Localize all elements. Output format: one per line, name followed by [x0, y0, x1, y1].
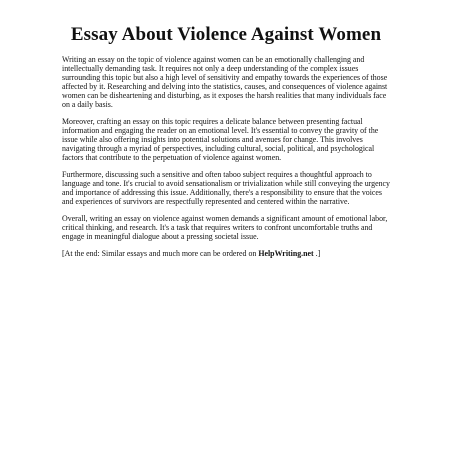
essay-body	[62, 55, 394, 258]
paragraph-1: Writing an essay on the topic of violence against women can be an emotionally challenging and intellectually demanding task. It requires not only a deep understanding of the complex issues surrounding this topic but also a high level of sensitivity and empathy towards the experiences of those affected by it. Researching and delving into the statistics, causes, and consequences of violence against women can be disheartening and disturbing, as it exposes the harsh realities that many individuals face on a daily basis.	[62, 55, 388, 109]
paragraph-2: Moreover, crafting an essay on this topic requires a delicate balance between presenting factual information and engaging the reader on an emotional level. It's essential to convey the gravity of the issue while also offering insights into potential solutions and avenues for change. This involves navigating through a myriad of perspectives, including cultural, social, political, and psychological factors that contribute to the perpetuation of violence against women.	[62, 117, 379, 162]
helpwriting-link[interactable]: HelpWriting.net	[258, 249, 314, 258]
paragraph-4: Overall, writing an essay on violence against women demands a significant amount of emotional labor, critical thinking, and research. It's a task that requires writers to confront uncomfortable truths and engage in meaningful dialogue about a pressing societal issue.	[62, 214, 388, 241]
essay-title: Essay About Violence Against Women	[70, 24, 382, 45]
paragraph-3: Furthermore, discussing such a sensitive and often taboo subject requires a thoughtful approach to language and tone. It's crucial to avoid sensationalism or trivialization while still conveying the urgency and importance of addressing this issue. Additionally, there's a responsibility to ensure that the voices and experiences of survivors are respectfully represented and centered within the narrative.	[62, 170, 390, 206]
footer-note	[62, 249, 394, 258]
footer-suffix: .]	[313, 249, 321, 258]
footer-prefix: [At the end: Similar essays and much more can be ordered on	[62, 249, 259, 258]
